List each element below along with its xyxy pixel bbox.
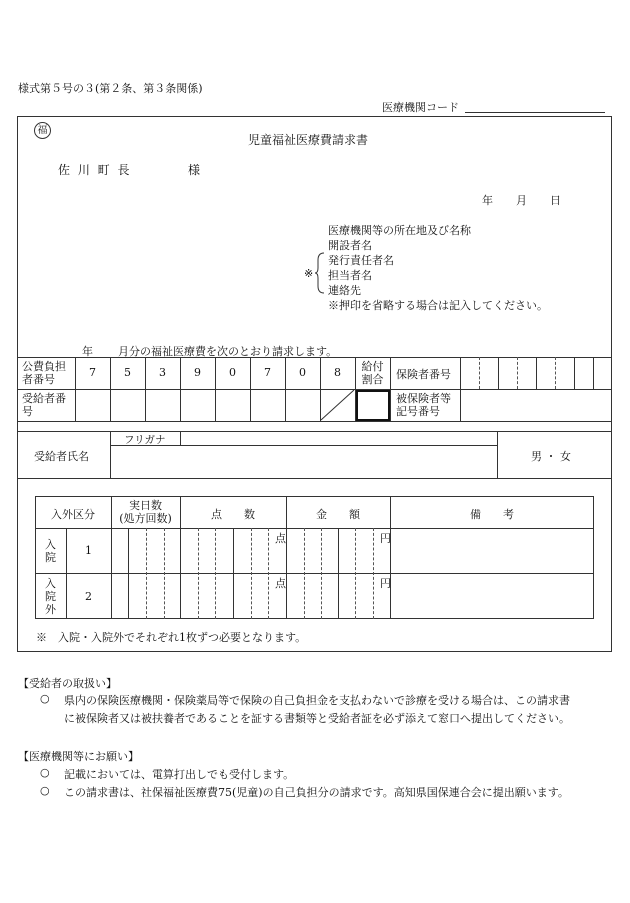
clinic-line-3: 発行責任者名 xyxy=(328,254,394,267)
section2-item-1: 記載においては、電算打出しでも受付します。 xyxy=(64,768,295,781)
header-kubun: 入外区分 xyxy=(51,508,95,521)
row-inpatient-label: 入 院 xyxy=(45,538,56,564)
rule xyxy=(536,357,537,389)
medical-code-line xyxy=(465,112,605,113)
rule xyxy=(17,431,612,432)
date-day: 日 xyxy=(550,194,561,207)
rule xyxy=(517,357,518,389)
request-text: 月分の福祉医療費を次のとおり請求します。 xyxy=(118,345,338,358)
rule xyxy=(128,528,129,619)
rule xyxy=(555,357,556,389)
request-year: 年 xyxy=(82,345,93,358)
rule xyxy=(110,431,111,478)
rule xyxy=(574,357,575,389)
clinic-line-4: 担当者名 xyxy=(328,269,372,282)
bullet-icon: ○ xyxy=(40,766,50,779)
yen-unit: 円 xyxy=(380,532,391,545)
section1-heading: 【受給者の取扱い】 xyxy=(18,677,117,690)
rule xyxy=(35,528,594,529)
clinic-line-5: 連絡先 xyxy=(328,284,361,297)
recipient-name-label: 受給者氏名 xyxy=(34,450,89,463)
insurer-number-label: 保険者番号 xyxy=(396,368,451,381)
form-number: 様式第５号の３(第２条、第３条関係) xyxy=(18,82,203,95)
addressee: 佐 川 町 長 xyxy=(58,163,132,177)
bullet-icon: ○ xyxy=(40,784,50,797)
kohi-label: 公費負担 者番号 xyxy=(22,360,66,386)
rule xyxy=(373,528,374,619)
rule xyxy=(17,478,612,479)
kohi-digit: 7 xyxy=(89,366,96,379)
rule xyxy=(390,357,391,421)
header-days: 実日数 (処方回数) xyxy=(119,499,172,525)
rule xyxy=(180,431,181,445)
rule xyxy=(251,528,252,619)
rule xyxy=(355,528,356,619)
rule xyxy=(17,389,612,390)
points-unit: 点 xyxy=(275,577,286,590)
rule xyxy=(593,357,594,389)
clinic-line-1: 医療機関等の所在地及び名称 xyxy=(328,224,471,237)
seal-icon: 福 xyxy=(34,122,51,139)
header-amount: 金 額 xyxy=(316,508,360,521)
header-remarks: 備 考 xyxy=(470,508,514,521)
clinic-note: ※押印を省略する場合は記入してください。 xyxy=(328,299,548,312)
rule xyxy=(304,528,305,619)
diagonal-slash xyxy=(320,389,355,421)
rule xyxy=(321,528,322,619)
rule xyxy=(338,528,339,619)
kohi-digit: 5 xyxy=(124,366,131,379)
yen-unit: 円 xyxy=(380,577,391,590)
rule xyxy=(146,528,147,619)
clinic-line-2: 開設者名 xyxy=(328,239,372,252)
kohi-digit: 0 xyxy=(299,366,306,379)
kohi-digit: 8 xyxy=(334,366,341,379)
rule xyxy=(110,445,497,446)
kohi-digit: 3 xyxy=(159,366,166,379)
table-note: ※ 入院・入院外でそれぞれ1枚ずつ必要となります。 xyxy=(36,631,307,644)
form-title: 児童福祉医療費請求書 xyxy=(248,133,369,147)
row-inpatient-num: 1 xyxy=(85,544,92,557)
rule xyxy=(215,528,216,619)
row-outpatient-num: 2 xyxy=(85,590,92,603)
gender-options[interactable]: 男 ・ 女 xyxy=(531,450,571,463)
kohi-digit: 7 xyxy=(264,366,271,379)
kyufu-ratio-box[interactable] xyxy=(356,390,390,421)
kohi-digit: 0 xyxy=(229,366,236,379)
section2-heading: 【医療機関等にお願い】 xyxy=(18,750,139,763)
bullet-icon: ○ xyxy=(40,692,50,705)
kyufu-label: 給付 割合 xyxy=(361,360,384,386)
rule xyxy=(479,357,480,389)
recipient-number-label: 受給者番 号 xyxy=(22,392,66,418)
medical-code-label: 医療機関コード xyxy=(382,101,459,114)
points-unit: 点 xyxy=(275,532,286,545)
date-month: 月 xyxy=(516,194,527,207)
insured-label: 被保険者等 記号番号 xyxy=(396,392,451,418)
rule xyxy=(66,528,67,619)
rule xyxy=(17,357,612,358)
rule xyxy=(35,573,594,574)
header-points: 点 数 xyxy=(211,508,255,521)
rule xyxy=(498,357,499,389)
rule xyxy=(198,528,199,619)
furigana-label: フリガナ xyxy=(124,434,166,446)
rule xyxy=(460,357,461,421)
rule xyxy=(497,431,498,478)
rule xyxy=(164,528,165,619)
rule xyxy=(233,528,234,619)
clinic-mark: ※ xyxy=(304,267,314,280)
section1-line1: 県内の保険医療機関・保険薬局等で保険の自己負担金を支払わないで診療を受ける場合は、この請求書 xyxy=(64,694,570,707)
row-outpatient-label: 入 院 外 xyxy=(45,577,56,616)
rule xyxy=(17,421,612,422)
date-year: 年 xyxy=(482,194,493,207)
rule xyxy=(268,528,269,619)
kohi-digit: 9 xyxy=(194,366,201,379)
section2-item-2: この請求書は、社保福祉医療費75(児童)の自己負担分の請求です。高知県国保連合会に提出願います。 xyxy=(64,786,569,799)
brace-icon xyxy=(314,252,328,294)
section1-line2: に被保険者又は被扶養者であることを証する書類等と受給者証を必ず添えて窓口へ提出してください。 xyxy=(64,712,570,725)
addressee-honorific: 様 xyxy=(188,163,201,177)
